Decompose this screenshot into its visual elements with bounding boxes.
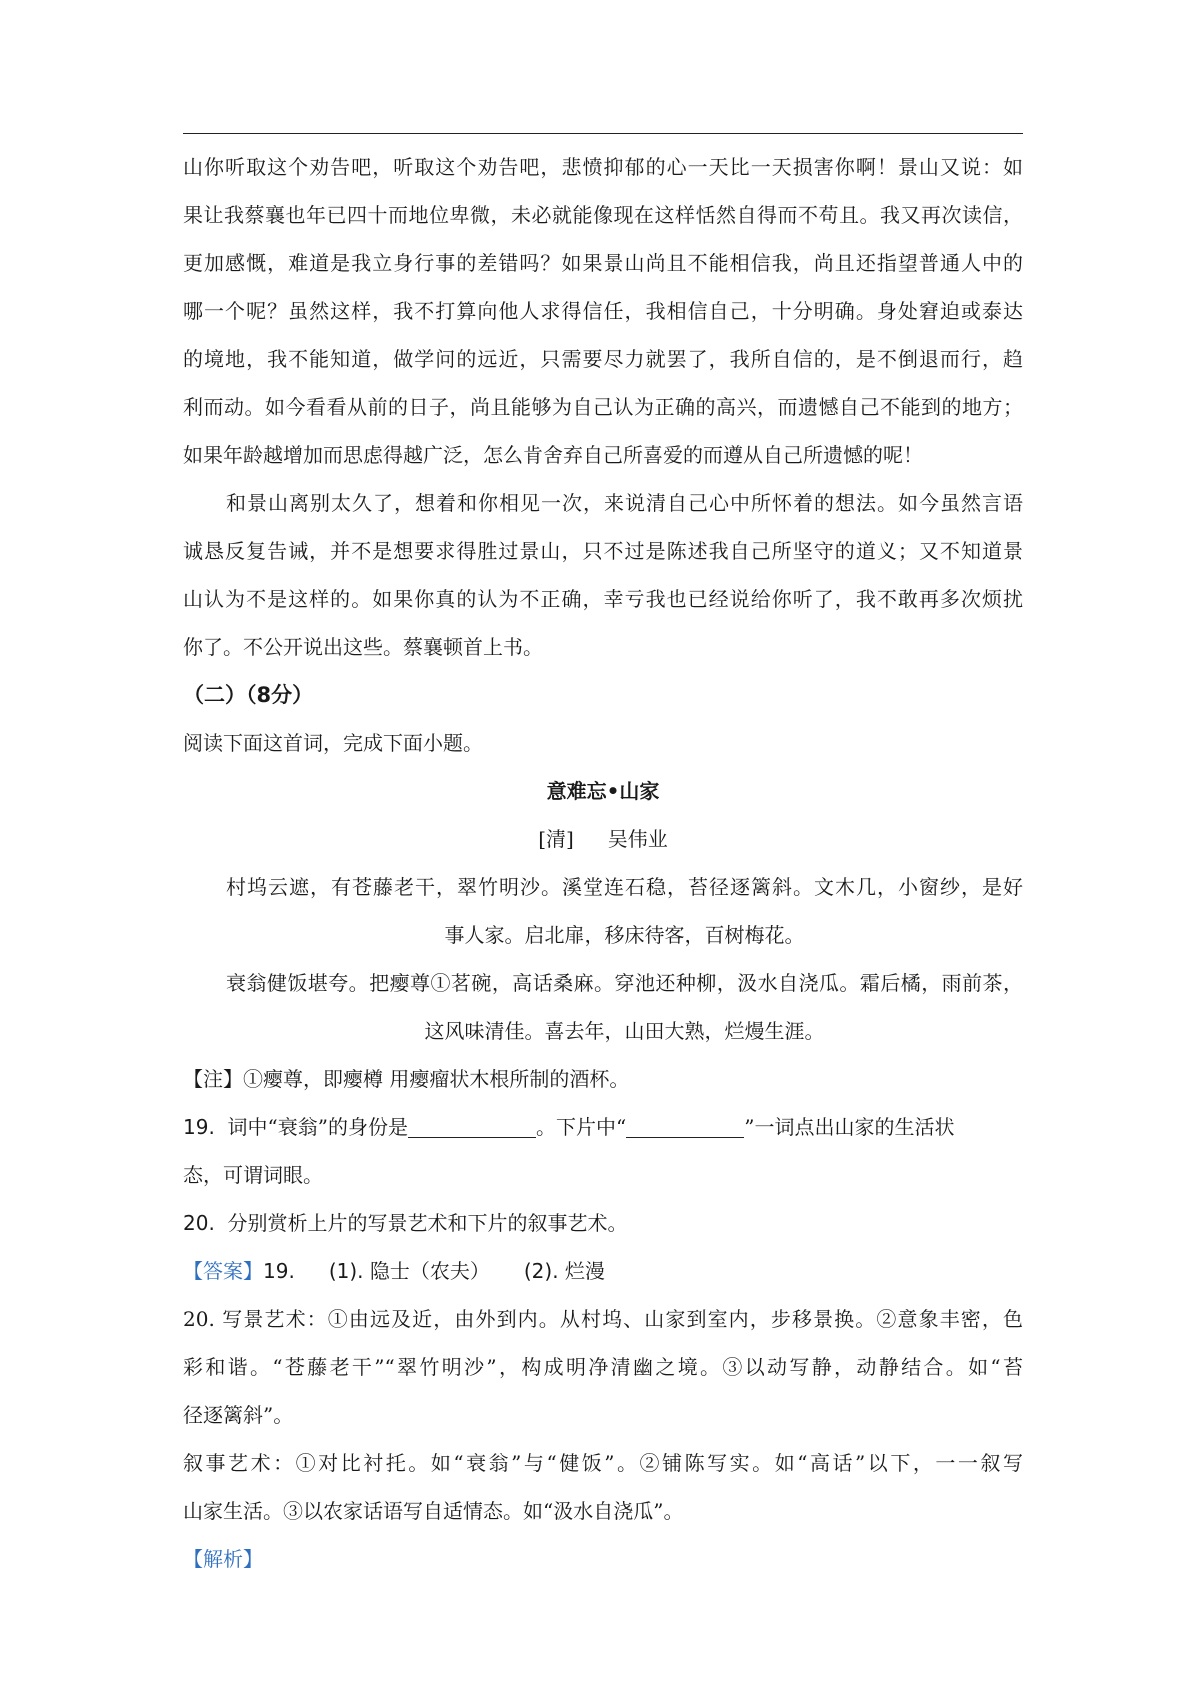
poem-line: 村坞云遮，有苍藤老干，翠竹明沙。溪堂连石稳，苔径逐篱斜。文木几，小窗纱，是好 bbox=[226, 875, 1023, 899]
note-label: 【注】 bbox=[183, 1067, 243, 1091]
passage-line: 山认为不是这样的。如果你真的认为不正确，幸亏我也已经说给你听了，我不敢再多次烦扰 bbox=[183, 587, 1023, 611]
answer-value: 烂漫 bbox=[564, 1259, 605, 1283]
question-text: 。下片中“ bbox=[535, 1115, 627, 1139]
analysis-tag: 【解析】 bbox=[183, 1547, 263, 1571]
answer-line: 山家生活。③以农家话语写自适情态。如“汲水自浇瓜”。 bbox=[183, 1499, 684, 1523]
poem-title: 意难忘•山家 bbox=[546, 779, 660, 803]
question-text: 分别赏析上片的写景艺术和下片的叙事艺术。 bbox=[227, 1211, 628, 1235]
poem-byline bbox=[183, 824, 1023, 854]
answer-number: 19. bbox=[263, 1259, 295, 1283]
note bbox=[183, 1064, 1023, 1094]
passage-line: 和景山离别太久了，想着和你相见一次，来说清自己心中所怀着的想法。如今虽然言语 bbox=[226, 491, 1023, 515]
passage-line: 果让我蔡襄也年已四十而地位卑微，未必就能像现在这样恬然自得而不苟且。我又再次读信， bbox=[183, 203, 1023, 227]
passage-line: 如果年龄越增加而思虑得越广泛，怎么肯舍弃自己所喜爱的而遵从自己所遗憾的呢！ bbox=[183, 443, 923, 467]
section-title: （二）（8分） bbox=[183, 683, 314, 707]
passage-line: 更加感慨，难道是我立身行事的差错吗？如果景山尚且不能相信我，尚且还指望普通人中的 bbox=[183, 251, 1023, 275]
passage-line: 你了。不公开说出这些。蔡襄顿首上书。 bbox=[183, 635, 543, 659]
answer-blank[interactable] bbox=[626, 1115, 744, 1138]
question-number: 19. bbox=[183, 1115, 215, 1139]
question-text: 词中“衰翁”的身份是 bbox=[227, 1115, 408, 1139]
header-rule bbox=[183, 133, 1023, 134]
poem-line: 衰翁健饭堪夸。把瘿尊①茗碗，高话桑麻。穿池还种柳，汲水自浇瓜。霜后橘，雨前茶， bbox=[226, 971, 1023, 995]
question-20 bbox=[183, 1208, 1023, 1238]
answer-line: 20. 写景艺术：①由远及近，由外到内。从村坞、山家到室内，步移景换。②意象丰密，色 bbox=[183, 1307, 1023, 1331]
poem-author: 吴伟业 bbox=[607, 827, 668, 851]
answer-line: 径逐篱斜”。 bbox=[183, 1403, 294, 1427]
answer-line: 叙事艺术：①对比衬托。如“衰翁”与“健饭”。②铺陈写实。如“高话”以下，一一叙写 bbox=[183, 1451, 1023, 1475]
answer-row bbox=[183, 1256, 1023, 1286]
answer-blank[interactable] bbox=[408, 1115, 536, 1138]
note-text: ①瘿尊，即瘿樽 用瘿瘤状木根所制的酒杯。 bbox=[243, 1067, 630, 1091]
answer-tag: 【答案】 bbox=[183, 1259, 263, 1283]
answer-part: (1). bbox=[328, 1259, 364, 1283]
question-text: ”一词点出山家的生活状 bbox=[744, 1115, 955, 1139]
section-instruction: 阅读下面这首词，完成下面小题。 bbox=[183, 731, 483, 755]
poem-line: 事人家。启北扉，移床待客，百树梅花。 bbox=[444, 923, 805, 947]
poem-line: 这风味清佳。喜去年，山田大熟，烂熳生涯。 bbox=[424, 1019, 825, 1043]
question-19 bbox=[183, 1112, 1023, 1142]
question-number: 20. bbox=[183, 1211, 215, 1235]
passage-line: 山你听取这个劝告吧，听取这个劝告吧，悲愤抑郁的心一天比一天损害你啊！景山又说：如 bbox=[183, 155, 1023, 179]
answer-line: 彩和谐。“苍藤老干”“翠竹明沙”，构成明净清幽之境。③以动写静，动静结合。如“苔 bbox=[183, 1355, 1023, 1379]
answer-value: 隐士（农夫） bbox=[369, 1259, 490, 1283]
passage-line: 的境地，我不能知道，做学问的远近，只需要尽力就罢了，我所自信的，是不倒退而行，趋 bbox=[183, 347, 1023, 371]
answer-part: (2). bbox=[523, 1259, 559, 1283]
question-text: 态，可谓词眼。 bbox=[183, 1163, 323, 1187]
poem-dynasty: [清] bbox=[538, 827, 574, 851]
passage-line: 诚恳反复告诫，并不是想要求得胜过景山，只不过是陈述我自己所坚守的道义；又不知道景 bbox=[183, 539, 1023, 563]
passage-line: 利而动。如今看看从前的日子，尚且能够为自己认为正确的高兴，而遗憾自己不能到的地方； bbox=[183, 395, 1023, 419]
passage-line: 哪一个呢？虽然这样，我不打算向他人求得信任，我相信自己，十分明确。身处窘迫或泰达 bbox=[183, 299, 1023, 323]
